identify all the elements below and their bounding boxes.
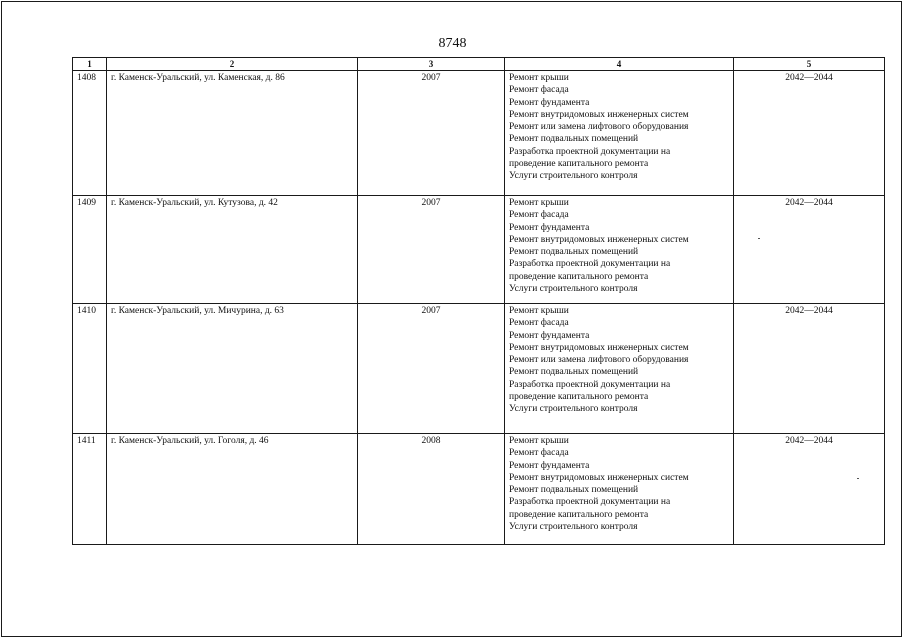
work-item: Ремонт фасада bbox=[509, 210, 569, 221]
work-item: Услуги строительного контроля bbox=[509, 404, 638, 415]
work-item: Услуги строительного контроля bbox=[509, 522, 638, 533]
work-item: Ремонт подвальных помещений bbox=[509, 247, 639, 258]
work-item: Ремонт крыши bbox=[509, 73, 569, 83]
row-period: 2042—2044 bbox=[734, 304, 885, 434]
work-item: проведение капитального ремонта bbox=[509, 271, 649, 282]
work-item: Ремонт подвальных помещений bbox=[509, 367, 639, 378]
row-number: 1408 bbox=[73, 71, 107, 196]
repair-schedule-table bbox=[72, 57, 885, 545]
row-period: 2042—2044 bbox=[734, 434, 885, 545]
work-item: Ремонт крыши bbox=[509, 306, 569, 316]
work-item: Ремонт фасада bbox=[509, 318, 569, 329]
work-item: Ремонт внутридомовых инженерных систем bbox=[509, 109, 689, 120]
page-number: 8748 bbox=[438, 36, 467, 51]
work-item: Ремонт внутридомовых инженерных систем bbox=[509, 472, 689, 483]
work-item: Услуги строительного контроля bbox=[509, 284, 638, 295]
row-works bbox=[505, 304, 734, 434]
work-item: Ремонт фундамента bbox=[509, 222, 590, 233]
row-year: 2008 bbox=[358, 434, 505, 545]
header-col-2: 2 bbox=[107, 58, 358, 71]
work-item: проведение капитального ремонта bbox=[509, 159, 649, 170]
work-item: Разработка проектной документации на bbox=[509, 146, 671, 157]
work-item: Ремонт подвальных помещений bbox=[509, 485, 639, 496]
row-works bbox=[505, 196, 734, 304]
row-year: 2007 bbox=[358, 196, 505, 304]
row-works bbox=[505, 434, 734, 545]
work-item: Разработка проектной документации на bbox=[509, 379, 671, 390]
row-address: г. Каменск-Уральский, ул. Кутузова, д. 42 bbox=[107, 196, 358, 304]
row-year: 2007 bbox=[358, 304, 505, 434]
work-item: Ремонт внутридомовых инженерных систем bbox=[509, 234, 689, 245]
row-number: 1409 bbox=[73, 196, 107, 304]
scan-speck bbox=[857, 478, 859, 479]
work-item: Ремонт фундамента bbox=[509, 330, 590, 341]
scan-speck bbox=[758, 238, 760, 239]
row-address: г. Каменск-Уральский, ул. Мичурина, д. 63 bbox=[107, 304, 358, 434]
row-number: 1410 bbox=[73, 304, 107, 434]
row-number: 1411 bbox=[73, 434, 107, 545]
header-col-1: 1 bbox=[73, 58, 107, 71]
table-row bbox=[73, 71, 885, 196]
table-row bbox=[73, 434, 885, 545]
work-item: Ремонт или замена лифтового оборудования bbox=[509, 355, 689, 366]
work-item: Ремонт подвальных помещений bbox=[509, 134, 639, 145]
work-item: Ремонт внутридомовых инженерных систем bbox=[509, 342, 689, 353]
header-row bbox=[73, 58, 885, 71]
work-item: проведение капитального ремонта bbox=[509, 392, 649, 403]
header-col-5: 5 bbox=[734, 58, 885, 71]
work-item: Ремонт или замена лифтового оборудования bbox=[509, 122, 689, 133]
work-item: Разработка проектной документации на bbox=[509, 497, 671, 508]
row-period: 2042—2044 bbox=[734, 71, 885, 196]
header-col-4: 4 bbox=[505, 58, 734, 71]
work-item: Ремонт фундамента bbox=[509, 97, 590, 108]
row-address: г. Каменск-Уральский, ул. Каменская, д. 86 bbox=[107, 71, 358, 196]
row-year: 2007 bbox=[358, 71, 505, 196]
row-period: 2042—2044 bbox=[734, 196, 885, 304]
work-item: Ремонт фундамента bbox=[509, 460, 590, 471]
work-item: Ремонт крыши bbox=[509, 198, 569, 208]
header-col-3: 3 bbox=[358, 58, 505, 71]
work-item: Ремонт фасада bbox=[509, 85, 569, 96]
row-address: г. Каменск-Уральский, ул. Гоголя, д. 46 bbox=[107, 434, 358, 545]
table-row bbox=[73, 304, 885, 434]
work-item: проведение капитального ремонта bbox=[509, 509, 649, 520]
row-works bbox=[505, 71, 734, 196]
table-row bbox=[73, 196, 885, 304]
work-item: Ремонт крыши bbox=[509, 436, 569, 446]
work-item: Услуги строительного контроля bbox=[509, 171, 638, 182]
work-item: Разработка проектной документации на bbox=[509, 259, 671, 270]
work-item: Ремонт фасада bbox=[509, 448, 569, 459]
